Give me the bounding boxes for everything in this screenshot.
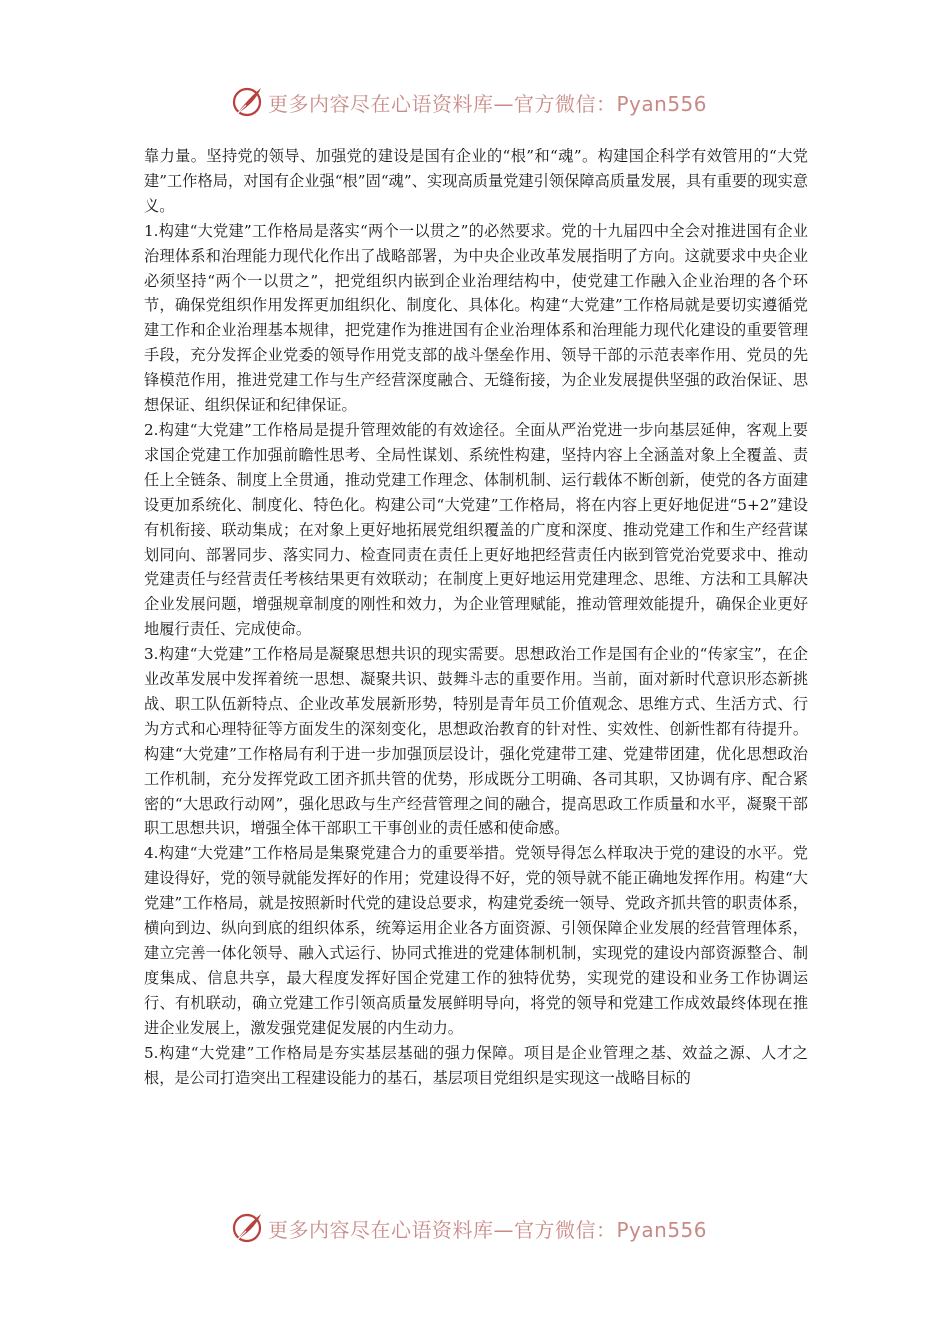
document-body <box>144 144 808 1090</box>
paragraph-5: 5.构建“大党建”工作格局是夯实基层基础的强力保障。项目是企业管理之基、效益之源、人才之根，是公司打造突出工程建设能力的基石，基层项目党组织是实现这一战略目标的 <box>144 1043 808 1087</box>
paragraph-2: 2.构建“大党建”工作格局是提升管理效能的有效途径。全面从严治党进一步向基层延伸，客观上要求国企党建工作加强前瞻性思考、全局性谋划、系统性构建，坚持内容上全涵盖对象上全覆盖、责任上全链条、制度上全贯通，推动党建工作理念、体制机制、运行载体不断创新，使党的各方面建设更加系统化、制度化、特色化。构建公司“大党建”工作格局，将在内容上更好地促进“5+2”建设有机衔接、联动集成；在对象上更好地拓展党组织覆盖的广度和深度、推动党建工作和生产经营谋划同向、部署同步、落实同力、检查同责在责任上更好地把经营责任内嵌到管党治党要求中、推动党建责任与经营责任考核结果更有效联动；在制度上更好地运用党建理念、思维、方法和工具解决企业发展问题，增强规章制度的刚性和效力，为企业管理赋能，推动管理效能提升，确保企业更好地履行责任、完成使命。 <box>144 420 808 639</box>
watermark-text: 更多内容尽在心语资料库—官方微信：Pyan556 <box>268 1217 708 1242</box>
paragraph-4: 4.构建“大党建”工作格局是集聚党建合力的重要举措。党领导得怎么样取决于党的建设的水平。党建设得好，党的领导就能发挥好的作用；党建设得不好，党的领导就不能正确地发挥作用。构建“大党建”工作格局，就是按照新时代党的建设总要求，构建党委统一领导、党政齐抓共管的职责体系，横向到边、纵向到底的组织体系，统筹运用企业各方面资源、引领保障企业发展的经营管理体系，建立完善一体化领导、融入式运行、协同式推进的党建体制机制，实现党的建设内部资源整合、制度集成、信息共享，最大程度发挥好国企党建工作的独特优势，实现党的建设和业务工作协调运行、有机联动，确立党建工作引领高质量发展鲜明导向，将党的领导和党建工作成效最终体现在推进企业发展上，激发强党建促发展的内生动力。 <box>144 844 808 1037</box>
watermark-header <box>230 82 750 122</box>
paragraph-intro: 靠力量。坚持党的领导、加强党的建设是国有企业的“根”和“魂”。构建国企科学有效管用的“大党建”工作格局，对国有企业强“根”固“魂”、实现高质量党建引领保障高质量发展，具有重要的现实意义。 <box>144 147 808 215</box>
feather-quill-logo-icon <box>230 85 264 119</box>
paragraph-1: 1.构建“大党建”工作格局是落实“两个一以贯之”的必然要求。党的十九届四中全会对推进国有企业治理体系和治理能力现代化作出了战略部署，为中央企业改革发展指明了方向。这就要求中央企业必须坚持“两个一以贯之”，把党组织内嵌到企业治理结构中，使党建工作融入企业治理的各个环节，确保党组织作用发挥更加组织化、制度化、具体化。构建“大党建”工作格局就是要切实遵循党建工作和企业治理基本规律，把党建作为推进国有企业治理体系和治理能力现代化建设的重要管理手段，充分发挥企业党委的领导作用党支部的战斗堡垒作用、领导干部的示范表率作用、党员的先锋模范作用，推进党建工作与生产经营深度融合、无缝衔接，为企业发展提供坚强的政治保证、思想保证、组织保证和纪律保证。 <box>144 221 808 415</box>
watermark-text: 更多内容尽在心语资料库—官方微信：Pyan556 <box>268 91 708 116</box>
feather-quill-logo-icon <box>230 1211 264 1245</box>
paragraph-3: 3.构建“大党建”工作格局是凝聚思想共识的现实需要。思想政治工作是国有企业的“传家宝”，在企业改革发展中发挥着统一思想、凝聚共识、鼓舞斗志的重要作用。当前，面对新时代意识形态新挑战、职工队伍新特点、企业改革发展新形势，特别是青年员工价值观念、思维方式、生活方式、行为方式和心理特征等方面发生的深刻变化，思想政治教育的针对性、实效性、创新性都有待提升。构建“大党建”工作格局有利于进一步加强顶层设计，强化党建带工建、党建带团建，优化思想政治工作机制，充分发挥党政工团齐抓共管的优势，形成既分工明确、各司其职，又协调有序、配合紧密的“大思政行动网”，强化思政与生产经营管理之间的融合，提高思政工作质量和水平，凝聚干部职工思想共识，增强全体干部职工干事创业的责任感和使命感。 <box>144 645 808 838</box>
watermark-footer <box>230 1208 750 1248</box>
